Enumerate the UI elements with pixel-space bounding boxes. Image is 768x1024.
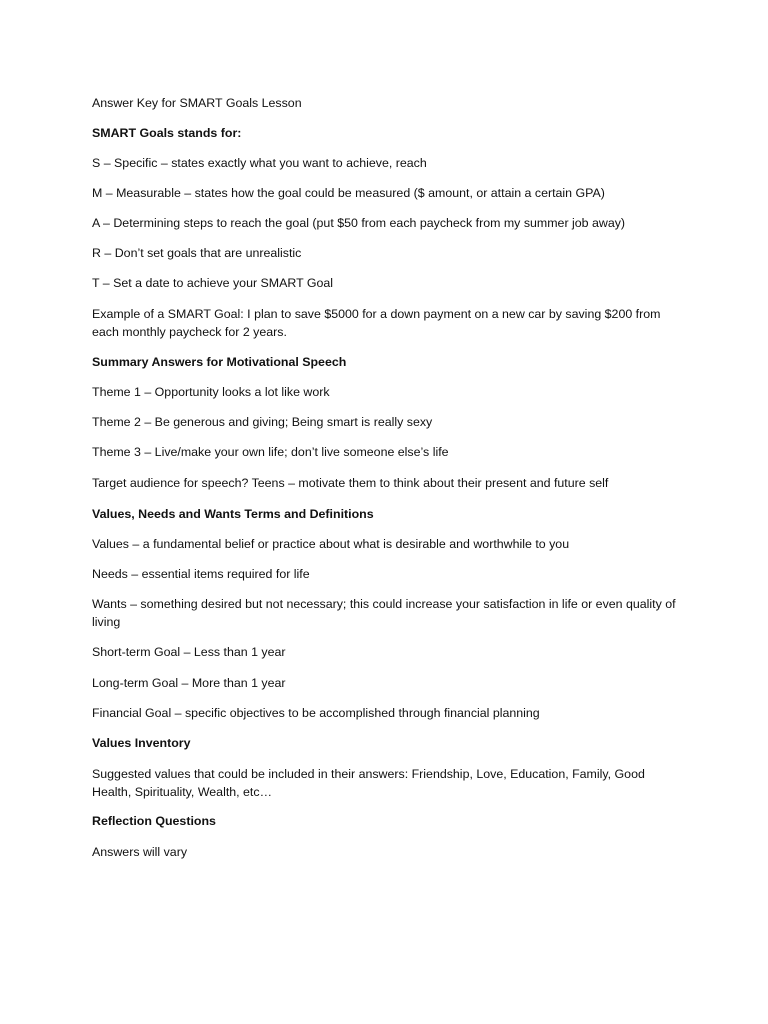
term-needs: Needs – essential items required for life — [92, 567, 310, 581]
terms-heading: Values, Needs and Wants Terms and Definitions — [92, 507, 374, 521]
speech-heading: Summary Answers for Motivational Speech — [92, 355, 347, 369]
smart-item-r: R – Don’t set goals that are unrealistic — [92, 246, 302, 260]
target-audience: Target audience for speech? Teens – motivate them to think about their present and future self — [92, 476, 609, 490]
values-text: Suggested values that could be included in their answers: Friendship, Love, Education, Family, Good Health, Spirituality, Wealth, etc… — [92, 767, 645, 799]
term-short-term-goal: Short-term Goal – Less than 1 year — [92, 645, 286, 659]
smart-heading: SMART Goals stands for: — [92, 126, 242, 140]
smart-example: Example of a SMART Goal: I plan to save $5000 for a down payment on a new car by saving $200 from each monthly paycheck for 2 years. — [92, 307, 661, 339]
term-long-term-goal: Long-term Goal – More than 1 year — [92, 676, 286, 690]
reflection-text: Answers will vary — [92, 845, 188, 859]
smart-item-m: M – Measurable – states how the goal could be measured ($ amount, or attain a certain GPA) — [92, 186, 605, 200]
term-values: Values – a fundamental belief or practice about what is desirable and worthwhile to you — [92, 537, 570, 551]
smart-item-s: S – Specific – states exactly what you want to achieve, reach — [92, 156, 427, 170]
reflection-heading: Reflection Questions — [92, 814, 216, 828]
smart-item-t: T – Set a date to achieve your SMART Goal — [92, 276, 334, 290]
document-title: Answer Key for SMART Goals Lesson — [92, 96, 302, 110]
values-heading: Values Inventory — [92, 736, 191, 750]
theme-item: Theme 2 – Be generous and giving; Being smart is really sexy — [92, 415, 433, 429]
theme-item: Theme 3 – Live/make your own life; don’t live someone else’s life — [92, 445, 449, 459]
term-wants: Wants – something desired but not necessary; this could increase your satisfaction in life or even quality of living — [92, 597, 676, 629]
smart-item-a: A – Determining steps to reach the goal (put $50 from each paycheck from my summer job away) — [92, 216, 626, 230]
theme-item: Theme 1 – Opportunity looks a lot like work — [92, 385, 330, 399]
term-financial-goal: Financial Goal – specific objectives to be accomplished through financial planning — [92, 706, 540, 720]
